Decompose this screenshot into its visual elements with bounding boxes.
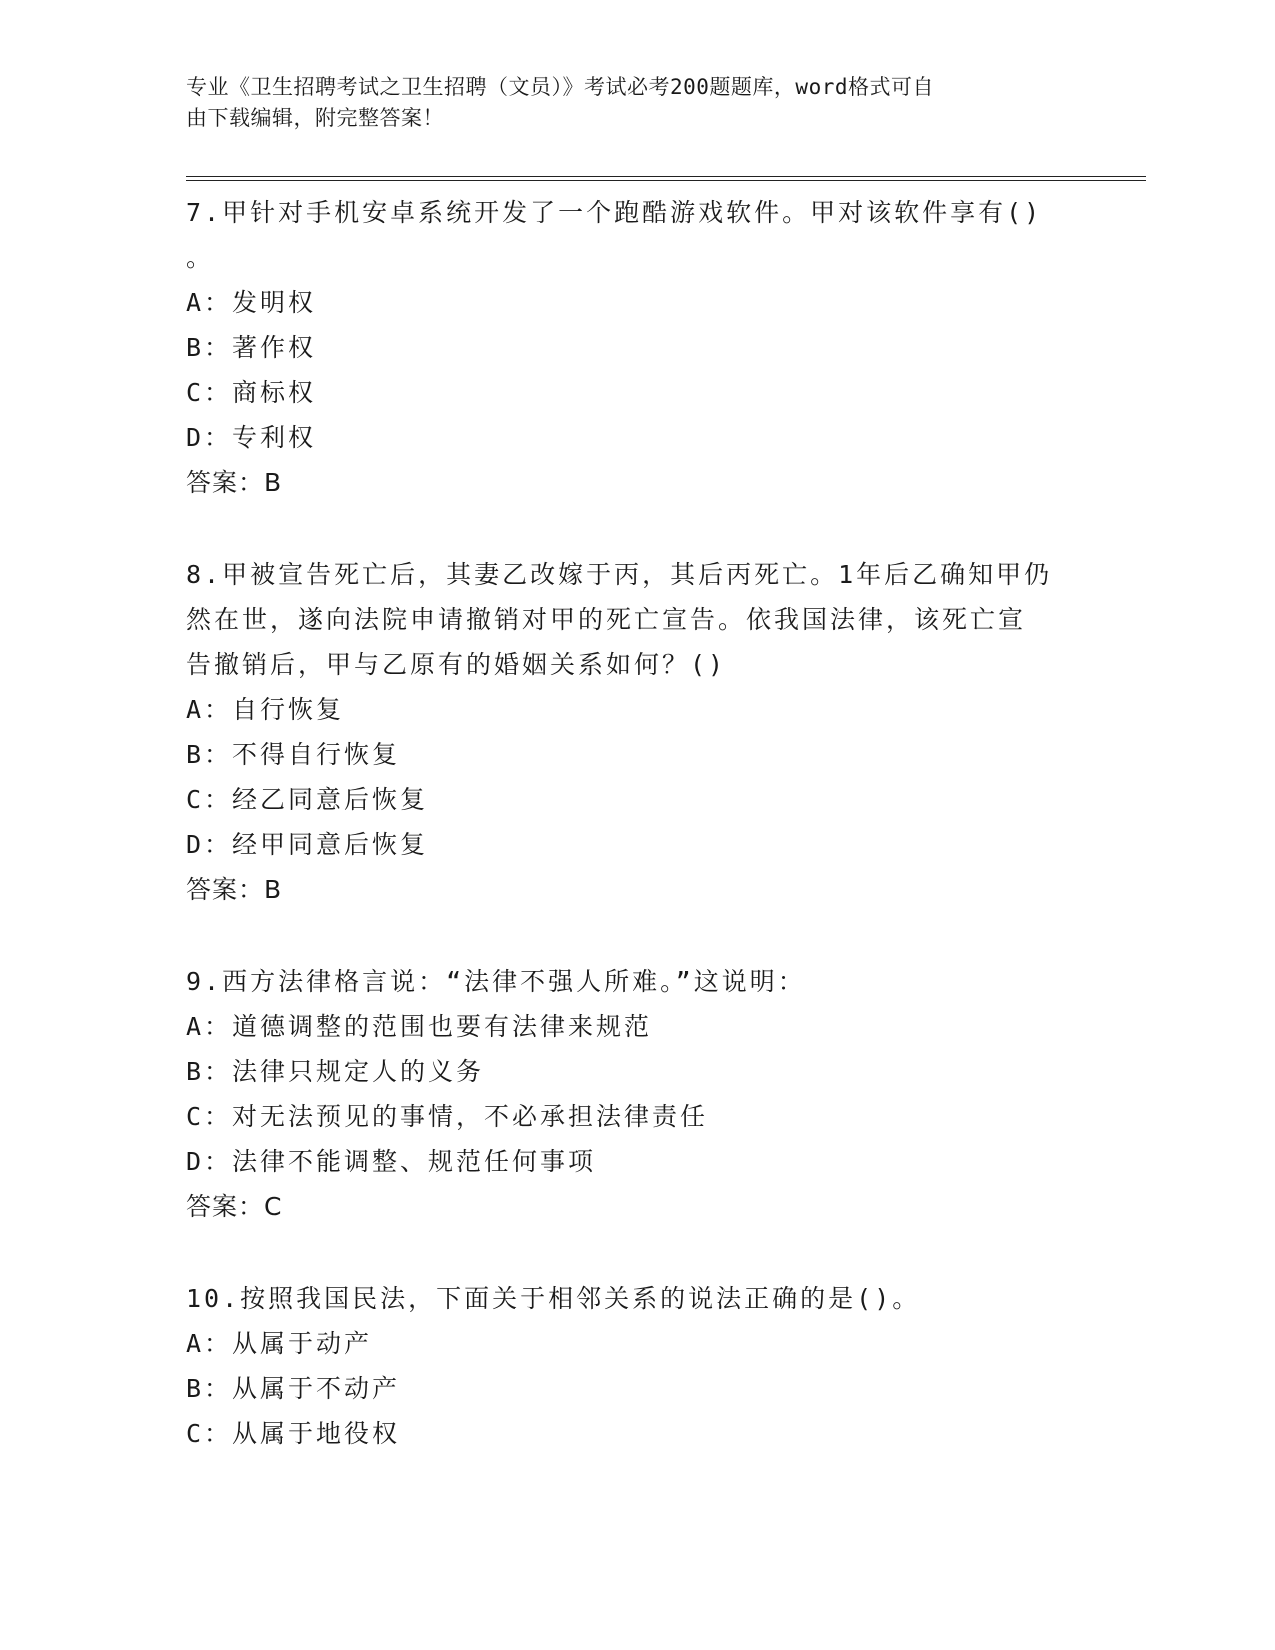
option-d: D：经甲同意后恢复 — [186, 830, 429, 859]
option-b: B：不得自行恢复 — [186, 740, 401, 769]
question-text: 然在世，遂向法院申请撤销对甲的死亡宣告。依我国法律，该死亡宣 — [186, 605, 1027, 634]
option-c: C：从属于地役权 — [186, 1419, 401, 1448]
option-b: B：著作权 — [186, 333, 317, 362]
option-a: A：道德调整的范围也要有法律来规范 — [186, 1012, 653, 1041]
header-line-1: 专业《卫生招聘考试之卫生招聘（文员）》考试必考200题题库，word格式可自 — [186, 75, 934, 99]
option-c: C：商标权 — [186, 378, 317, 407]
question-text: 7.甲针对手机安卓系统开发了一个跑酷游戏软件。甲对该软件享有() — [186, 198, 1043, 227]
answer-label: 答案：B — [186, 468, 283, 497]
option-c: C：对无法预见的事情，不必承担法律责任 — [186, 1102, 709, 1131]
option-c: C：经乙同意后恢复 — [186, 785, 429, 814]
divider-line-bottom — [186, 180, 1146, 181]
question-text: 9.西方法律格言说：“法律不强人所难。”这说明： — [186, 967, 806, 996]
header-line-2: 由下载编辑，附完整答案！ — [186, 106, 444, 130]
question-text: 8.甲被宣告死亡后，其妻乙改嫁于丙，其后丙死亡。1年后乙确知甲仍 — [186, 560, 1053, 589]
question-block — [186, 190, 1086, 505]
option-b: B：法律只规定人的义务 — [186, 1057, 485, 1086]
question-block — [186, 959, 1086, 1229]
question-text: 告撤销后，甲与乙原有的婚姻关系如何？() — [186, 650, 727, 679]
option-a: A：自行恢复 — [186, 695, 345, 724]
option-a: A：从属于动产 — [186, 1329, 373, 1358]
option-d: D：法律不能调整、规范任何事项 — [186, 1147, 597, 1176]
header-divider — [186, 176, 1146, 181]
answer-label: 答案：C — [186, 1192, 283, 1221]
question-block — [186, 552, 1086, 912]
option-a: A：发明权 — [186, 288, 317, 317]
option-b: B：从属于不动产 — [186, 1374, 401, 1403]
document-header — [186, 72, 1066, 134]
question-list — [186, 190, 1086, 1456]
question-text: 。 — [186, 243, 215, 272]
question-block — [186, 1276, 1086, 1456]
answer-label: 答案：B — [186, 875, 283, 904]
option-d: D：专利权 — [186, 423, 317, 452]
divider-line-top — [186, 176, 1146, 177]
question-text: 10.按照我国民法，下面关于相邻关系的说法正确的是()。 — [186, 1284, 921, 1313]
